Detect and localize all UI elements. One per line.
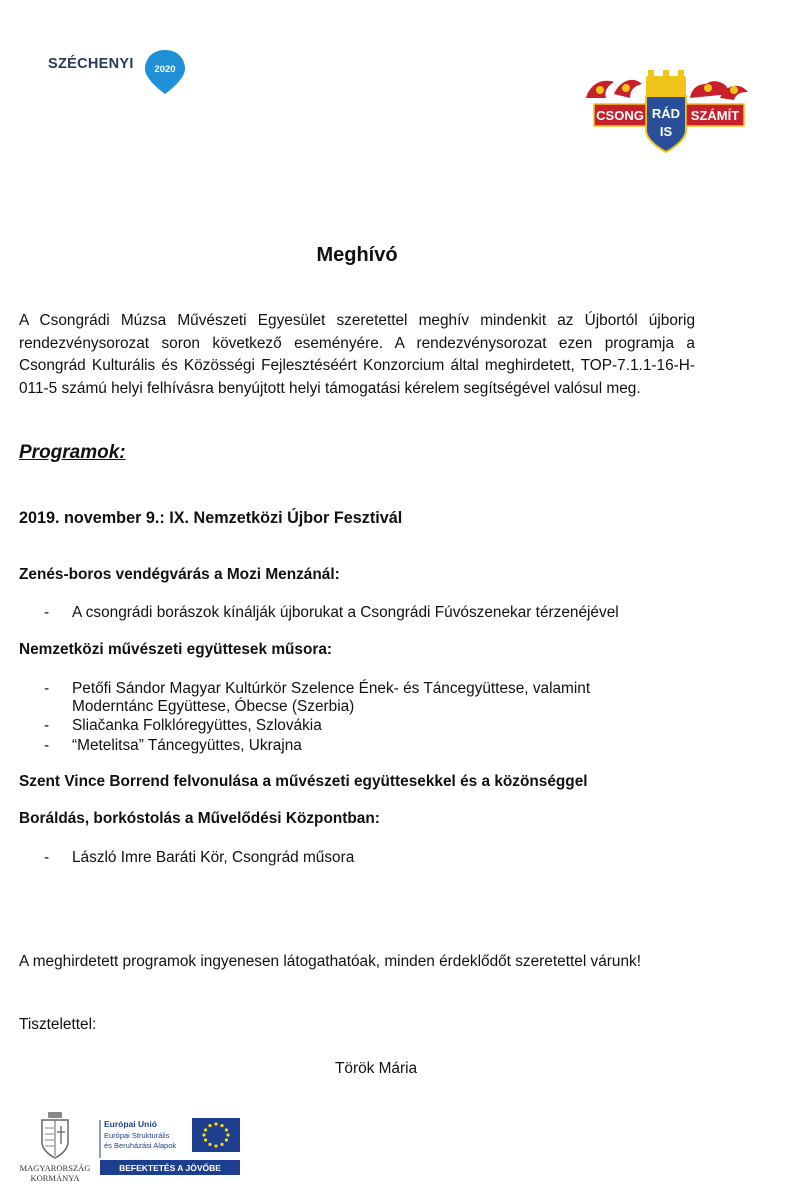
csongrad-logo-bottom: IS bbox=[659, 124, 673, 139]
eu-funds-logo bbox=[98, 1114, 243, 1178]
list-dash: - bbox=[44, 849, 50, 866]
csongrad-logo-left: CSONG bbox=[596, 108, 644, 123]
szechenyi-pin-icon bbox=[140, 48, 190, 98]
csongrad-logo-middle: RÁD bbox=[651, 106, 681, 121]
list-dash: - bbox=[44, 717, 50, 734]
event-heading: 2019. november 9.: IX. Nemzetközi Újbor Fesztivál bbox=[19, 509, 403, 527]
list-item-text: Petőfi Sándor Magyar Kultúrkör Szelence Ének- és Táncegyüttese, valamint bbox=[72, 680, 591, 697]
szechenyi-2020-logo bbox=[18, 34, 203, 102]
gov-line-1: MAGYARORSZÁG bbox=[19, 1163, 91, 1173]
signature-name: Török Mária bbox=[335, 1060, 418, 1077]
list-dash: - bbox=[44, 737, 50, 754]
section-title: Nemzetközi művészeti együttesek műsora: bbox=[19, 641, 333, 658]
list-item-text: “Metelitsa” Táncegyüttes, Ukrajna bbox=[72, 737, 302, 754]
eu-line-2: Európai Strukturális bbox=[104, 1131, 170, 1140]
csongrad-logo-right: SZÁMÍT bbox=[690, 108, 740, 123]
programs-heading: Programok: bbox=[19, 442, 126, 463]
szechenyi-logo-year: 2020 bbox=[154, 64, 176, 75]
eu-flag-icon bbox=[192, 1118, 240, 1152]
eu-line-3: és Beruházási Alapok bbox=[104, 1141, 177, 1150]
hungarian-government-logo bbox=[14, 1108, 96, 1184]
closing-sentence: A meghirdetett programok ingyenesen látogathatóak, minden érdeklődőt szeretettel várunk! bbox=[19, 953, 641, 970]
list-item-text: Moderntánc Együttese, Óbecse (Szerbia) bbox=[72, 698, 355, 715]
document-title: Meghívó bbox=[316, 244, 398, 266]
coat-of-arms-icon bbox=[42, 1112, 68, 1158]
csongrad-szamit-logo bbox=[580, 68, 752, 154]
list-dash: - bbox=[44, 604, 50, 621]
section-title: Boráldás, borkóstolás a Művelődési Központban: bbox=[19, 810, 380, 827]
gov-line-2: KORMÁNYA bbox=[30, 1173, 80, 1183]
intro-paragraph: A Csongrádi Múzsa Művészeti Egyesület szeretettel meghív mindenkit az Újbortól újborig rendezvénysorozat soron következő eseményére. A rendezvénysorozat ezen programja a Csongrád Kulturális és Közösségi Fejlesztéséért Konzorcium által meghirdetett, TOP-7.1.1-16-H-011-5 számú helyi felhívásra benyújtott helyi támogatási kérelem segítségével valósul meg. bbox=[19, 312, 695, 397]
list-item-text: Sliačanka Folklóregyüttes, Szlovákia bbox=[72, 717, 322, 734]
list-dash: - bbox=[44, 680, 50, 697]
list-item-text: László Imre Baráti Kör, Csongrád műsora bbox=[72, 849, 355, 866]
regards-text: Tisztelettel: bbox=[19, 1016, 97, 1033]
list-item-text: A csongrádi borászok kínálják újborukat a Csongrádi Fúvószenekar térzenéjével bbox=[72, 604, 619, 621]
eu-title: Európai Unió bbox=[104, 1119, 157, 1129]
section-title: Szent Vince Borrend felvonulása a művészeti együttesekkel és a közönséggel bbox=[19, 773, 588, 790]
section-title: Zenés-boros vendégvárás a Mozi Menzánál: bbox=[19, 566, 340, 583]
szechenyi-logo-text: SZÉCHENYI bbox=[48, 56, 134, 72]
eu-banner: BEFEKTETÉS A JÖVŐBE bbox=[119, 1163, 221, 1173]
